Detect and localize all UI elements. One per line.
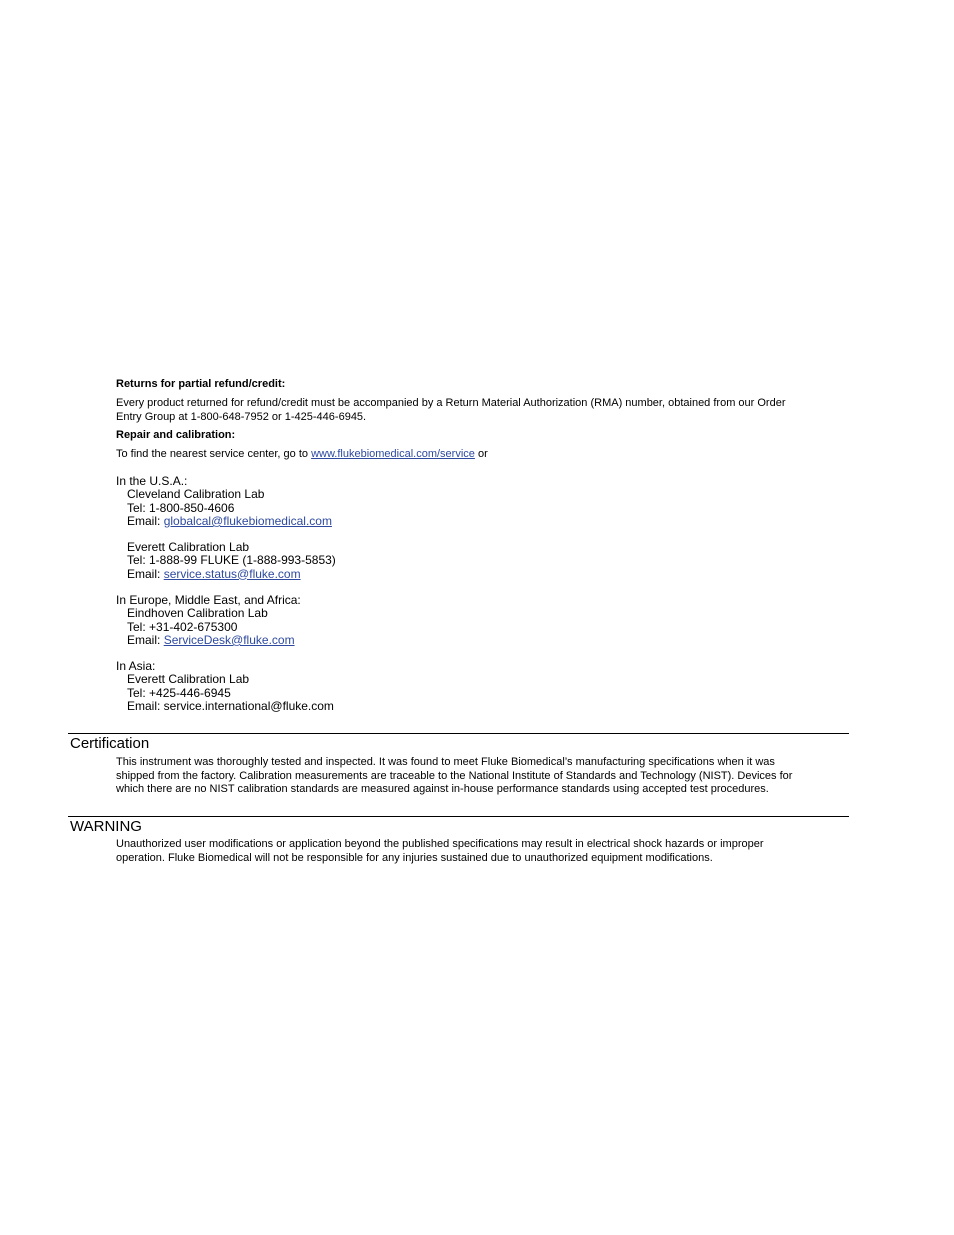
warning-title: WARNING: [70, 818, 142, 835]
certification-title: Certification: [70, 735, 150, 752]
lab-tel-eindhoven: Tel: +31-402-675300: [127, 619, 238, 634]
warning-line-1: Unauthorized user modifications or application beyond the published specifications may result in electrical shock hazards or improper: [116, 838, 764, 850]
lab-name-eindhoven: Eindhoven Calibration Lab: [127, 606, 268, 621]
lab-email-row-eindhoven: [116, 634, 836, 647]
email-label: Email:: [127, 632, 164, 647]
returns-paragraph: [116, 397, 836, 424]
repair-heading: Repair and calibration:: [116, 429, 236, 441]
email-link-everett[interactable]: service.status@fluke.com: [163, 566, 301, 581]
lab-tel-cleveland: Tel: 1-800-850-4606: [127, 500, 235, 515]
returns-heading: Returns for partial refund/credit:: [116, 378, 286, 390]
email-link-cleveland[interactable]: globalcal@flukebiomedical.com: [163, 513, 332, 528]
lab-tel-everett: Tel: 1-888-99 FLUKE (1-888-993-5853): [127, 553, 336, 568]
certification-line-1: This instrument was thoroughly tested and inspected. It was found to meet Fluke Biomedical’s manufacturing specifications when it was: [116, 756, 775, 768]
everett-us-contact: [116, 541, 836, 581]
repair-intro-suffix: or: [474, 448, 488, 460]
lab-email-everett-asia: Email: service.international@fluke.com: [127, 698, 334, 713]
email-label: Email:: [127, 513, 164, 528]
repair-intro-prefix: To find the nearest service center, go to: [116, 448, 312, 460]
asia-contacts: [116, 660, 836, 713]
region-label-emea: In Europe, Middle East, and Africa:: [116, 593, 301, 607]
emea-contacts: [116, 594, 836, 647]
returns-line-2: Entry Group at 1-800-648-7952 or 1-425-446-6945.: [116, 410, 367, 423]
lab-tel-everett-asia: Tel: +425-446-6945: [127, 685, 231, 700]
certification-paragraph: [116, 756, 836, 797]
lab-name-everett-asia: Everett Calibration Lab: [127, 672, 250, 687]
repair-intro: [116, 448, 836, 462]
returns-line-1: Every product returned for refund/credit must be accompanied by a Return Material Authorization (RMA) number, obtained from our Order: [116, 397, 786, 409]
usa-contacts: [116, 475, 836, 528]
region-label-asia: In Asia:: [116, 659, 156, 673]
certification-line-2: shipped from the factory. Calibration measurements are traceable to the National Institute of Standards and Technology (NIST). Devices for: [116, 769, 793, 782]
lab-name-cleveland: Cleveland Calibration Lab: [127, 487, 265, 502]
email-link-eindhoven[interactable]: ServiceDesk@fluke.com: [163, 632, 295, 647]
certification-line-3: which there are no NIST calibration standards are measured against in-house performance standards using accepted test procedures.: [116, 783, 769, 795]
lab-email-row-everett: [116, 568, 836, 581]
warning-paragraph: [116, 838, 836, 865]
email-label: Email:: [127, 566, 164, 581]
service-website-link[interactable]: www.flukebiomedical.com/service: [311, 448, 475, 460]
lab-name-everett: Everett Calibration Lab: [127, 540, 250, 554]
section-divider-warning: [68, 816, 849, 817]
section-divider-certification: [68, 733, 849, 734]
warning-line-2: operation. Fluke Biomedical will not be responsible for any injuries sustained due to unauthorized equipment modifications.: [116, 851, 713, 864]
lab-email-row-cleveland: [116, 515, 836, 528]
region-label-usa: In the U.S.A.:: [116, 474, 188, 488]
